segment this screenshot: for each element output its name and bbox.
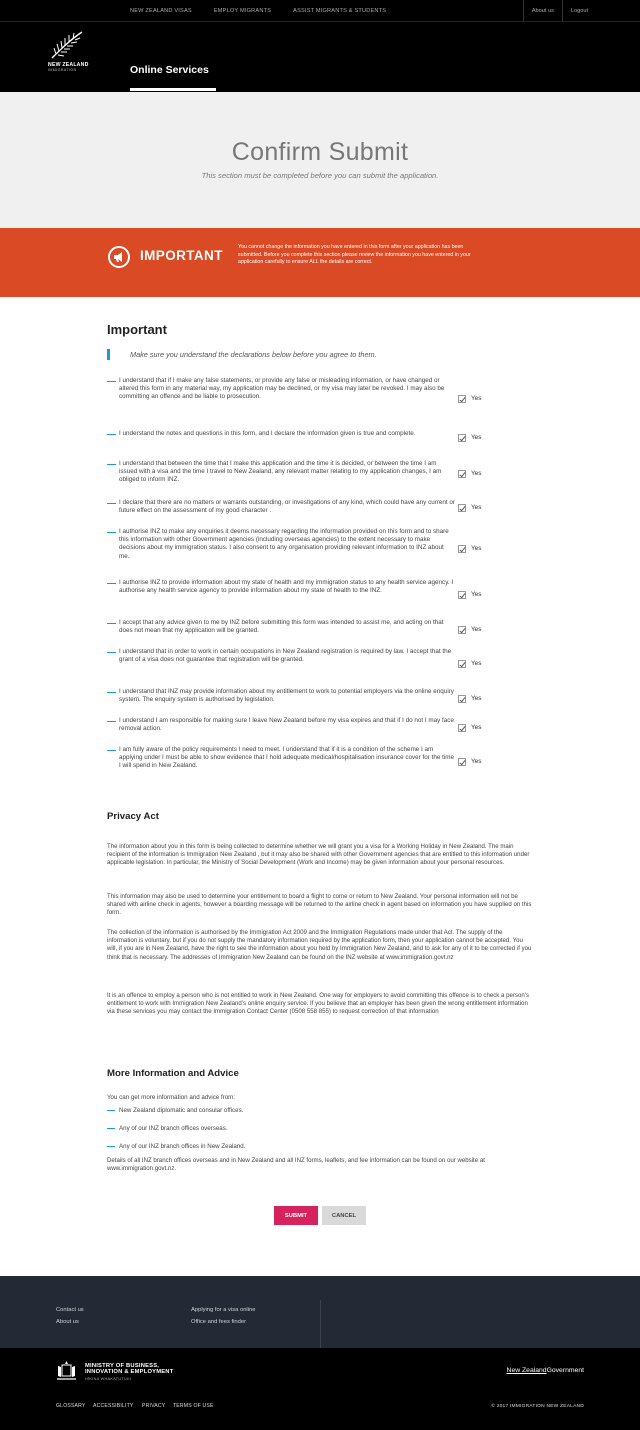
yes-label: Yes — [471, 758, 482, 765]
dash-bullet — [107, 381, 116, 382]
footer-glossary[interactable]: GLOSSARY — [56, 1403, 86, 1409]
declaration-text: I understand that if I make any false statements, or provide any false or misleading information, or have changed or altered this form in any material way, my application may be declined, or my visa may later be revoked. I may also be committing an offence and be liable to prosecution. — [119, 377, 445, 401]
dash-bullet — [107, 652, 116, 653]
more-info-intro: You can get more information and advice from: — [107, 1094, 236, 1101]
yes-label: Yes — [471, 545, 482, 552]
online-services-tab[interactable]: Online Services — [130, 64, 209, 76]
title-band — [0, 92, 640, 228]
dash-bullet — [107, 1146, 115, 1147]
yes-label: Yes — [471, 591, 482, 598]
nzgov-text-b: Government — [546, 1367, 584, 1374]
important-banner — [0, 228, 640, 297]
footer-accessibility[interactable]: ACCESSIBILITY — [93, 1403, 134, 1409]
site-header — [0, 0, 640, 92]
inz-logo[interactable] — [48, 30, 98, 76]
declaration-checkbox[interactable] — [458, 504, 466, 512]
nav-divider — [0, 21, 640, 22]
declaration-checkbox[interactable] — [458, 395, 466, 403]
privacy-paragraph: This information may also be used to determine your entitlement to board a flight to come or return to New Zealand. Your personal information will not be shared with airline check in agents, however a boarding message will be returned to the airline check in agent based on information you have supplied on this form. — [107, 893, 532, 917]
footer-contact-us[interactable]: Contact us — [56, 1307, 84, 1313]
declaration-checkbox[interactable] — [458, 695, 466, 703]
privacy-heading: Privacy Act — [107, 811, 159, 822]
top-nav — [130, 0, 408, 22]
declaration-text: I authorise INZ to make any enquiries it deems necessary regarding the information provided on this form and to share this information with other Government agencies (including overseas agencies) to the extent necessary to make decisions about my immigration status. I also consent to any organisation providing relevant information to INZ about me. — [119, 528, 449, 560]
yes-label: Yes — [471, 434, 482, 441]
footer-privacy[interactable]: PRIVACY — [142, 1403, 166, 1409]
important-heading: Important — [107, 322, 167, 337]
mbie-logo-text[interactable] — [85, 1363, 173, 1376]
declaration-checkbox[interactable] — [458, 434, 466, 442]
declaration-text: I understand that in order to work in certain occupations in New Zealand registration is required by law. I accept that the grant of a visa does not guarantee that registration will be granted. — [119, 648, 452, 664]
declaration-text: I declare that there are no matters or warrants outstanding, or investigations of any kind, which could have any current or future effect on the assessment of my good character . — [119, 499, 456, 515]
yes-label: Yes — [471, 395, 482, 402]
yes-label: Yes — [471, 626, 482, 633]
declaration-checkbox[interactable] — [458, 545, 466, 553]
footer-links — [0, 1276, 640, 1348]
fern-icon — [50, 30, 84, 60]
declaration-checkbox[interactable] — [458, 660, 466, 668]
yes-label: Yes — [471, 660, 482, 667]
declaration-text: I understand that between the time that I make this application and the time it is decided, or between the time I am issued with a visa and the time I travel to New Zealand, any relevant matter relating to my application changes, I am obliged to inform INZ. — [119, 460, 442, 484]
privacy-paragraph: The information about you in this form is being collected to determine whether we will grant you a visa for a Working Holiday in New Zealand. The main recipient of the information is Immigration New Zealand , but it may also be shared with other Government agencies that are entitled to this information under applicable legislation. In particular, the Ministry of Social Development (Work and Income) may be given information about your personal resources. — [107, 843, 530, 867]
yes-label: Yes — [471, 695, 482, 702]
declaration-checkbox[interactable] — [458, 470, 466, 478]
dash-bullet — [107, 692, 116, 693]
dash-bullet — [107, 532, 116, 533]
declaration-checkbox[interactable] — [458, 626, 466, 634]
dash-bullet — [107, 721, 116, 722]
logo-subtext: IMMIGRATION — [48, 68, 77, 72]
dash-bullet — [107, 464, 116, 465]
privacy-paragraph: The collection of the information is authorised by the Immigration Act 2009 and the Immigration Regulations made under that Act. The supply of the information is voluntary, but if you do not supply the mandatory information required by the application form, then your application cannot be accepted. You will, if you are in New Zealand, have the right to see the information about you held by Immigration New Zealand, and to ask for any of it to be corrected if you think that is necessary. The addresses of Immigration New Zealand can be found on the INZ website at www.immigration.govt.nz — [107, 929, 532, 961]
mbie-maori-name: HĪKINA WHAKATUTUKI — [85, 1377, 132, 1381]
megaphone-icon — [108, 246, 130, 268]
declaration-checkbox[interactable] — [458, 758, 466, 766]
nav-nz-visas[interactable]: NEW ZEALAND VISAS — [130, 8, 192, 14]
coat-of-arms-icon — [56, 1360, 77, 1382]
footer-bottom — [0, 1348, 640, 1430]
mbie-line2: INNOVATION & EMPLOYMENT — [85, 1369, 174, 1376]
more-info-details: Details of all INZ branch offices overseas and in New Zealand and all INZ forms, leaflets, and fee information can be found on our website at www.immigration.govt.nz. — [107, 1157, 485, 1173]
dash-bullet — [107, 1128, 115, 1129]
more-info-item-text: Any of our INZ branch offices in New Zealand. — [119, 1143, 246, 1150]
footer-about-us[interactable]: About us — [56, 1319, 79, 1325]
cancel-button[interactable]: CANCEL — [322, 1206, 366, 1225]
logo-text: NEW ZEALAND — [48, 62, 89, 68]
footer-applying-visa[interactable]: Applying for a visa online — [191, 1307, 256, 1313]
more-info-item-text: New Zealand diplomatic and consular offices. — [119, 1107, 244, 1114]
notice-accent-bar — [107, 349, 110, 360]
mbie-line1: MINISTRY OF BUSINESS, — [85, 1363, 160, 1369]
active-tab-indicator — [130, 88, 216, 91]
nav-employ-migrants[interactable]: EMPLOY MIGRANTS — [213, 8, 272, 14]
footer-divider — [320, 1300, 321, 1348]
yes-label: Yes — [471, 470, 482, 477]
declaration-text: I understand I am responsible for making sure I leave New Zealand before my visa expires and that if I do not I may face removal action. — [119, 717, 454, 733]
nz-government-logo[interactable] — [507, 1367, 584, 1374]
yes-label: Yes — [471, 724, 482, 731]
dash-bullet — [107, 434, 116, 435]
declaration-text: I authorise INZ to provide information about my state of health and my immigration status to any health service agency. I authorise any health service agency to provide information about my state of health to the INZ. — [119, 579, 454, 595]
page-title: Confirm Submit — [231, 138, 409, 166]
declaration-checkbox[interactable] — [458, 724, 466, 732]
footer-office-finder[interactable]: Office and fees finder — [191, 1319, 246, 1325]
privacy-paragraph: It is an offence to employ a person who is not entitled to work in New Zealand. One way for employers to avoid committing this offence is to check a person's entitlement to work with Immigration New Zealand's online enquiry service. If you believe that an employer has been given the wrong entitlement information via these services you may contact the Immigration Contact Center (0508 558 855) to request correction of that information — [107, 992, 529, 1016]
dash-bullet — [107, 623, 116, 624]
dash-bullet — [107, 750, 116, 751]
declaration-text: I understand that INZ may provide information about my entitlement to work to potential employers via the online enquiry system. The enquiry system is authorised by legislation. — [119, 688, 454, 704]
notice-text: Make sure you understand the declarations below before you agree to them. — [130, 350, 377, 359]
account-nav — [523, 0, 596, 22]
more-info-item — [107, 1107, 243, 1114]
banner-title: IMPORTANT — [140, 248, 223, 263]
page-subtitle: This section must be completed before you can submit the application. — [201, 171, 439, 180]
about-us-link[interactable]: About us — [523, 0, 562, 22]
declaration-text: I am fully aware of the policy requirements I need to meet. I understand that if it is a condition of the scheme I am applying under I must be able to show evidence that I hold adequate medical/hospitalisation insurance cover for the time I will spend in New Zealand. — [119, 746, 454, 770]
copyright: © 2017 IMMIGRATION NEW ZEALAND — [491, 1404, 584, 1409]
dash-bullet — [107, 1110, 115, 1111]
nav-assist-migrants[interactable]: ASSIST MIGRANTS & STUDENTS — [293, 8, 387, 14]
more-info-heading: More Information and Advice — [107, 1068, 239, 1079]
more-info-item — [107, 1143, 245, 1150]
nzgov-text-a: New Zealand — [506, 1367, 547, 1374]
more-info-item — [107, 1125, 228, 1132]
footer-terms[interactable]: TERMS OF USE — [173, 1403, 214, 1409]
declaration-text: I understand the notes and questions in this form, and I declare the information given is true and complete. — [119, 430, 416, 437]
declaration-checkbox[interactable] — [458, 591, 466, 599]
yes-label: Yes — [471, 504, 482, 511]
dash-bullet — [107, 583, 116, 584]
more-info-item-text: Any of our INZ branch offices overseas. — [119, 1125, 228, 1132]
logout-link[interactable]: Logout — [562, 0, 596, 22]
dash-bullet — [107, 503, 116, 504]
declaration-text: I accept that any advice given to me by INZ before submitting this form was intended to assist me, and acting on that does not mean that my application will be granted. — [119, 619, 444, 635]
submit-button[interactable]: SUBMIT — [274, 1206, 318, 1225]
banner-text: You cannot change the information you have entered in this form after your application has been submitted. Before you complete this section please review the information you have entered in your application carefully to ensure ALL the details are correct. — [238, 244, 471, 266]
